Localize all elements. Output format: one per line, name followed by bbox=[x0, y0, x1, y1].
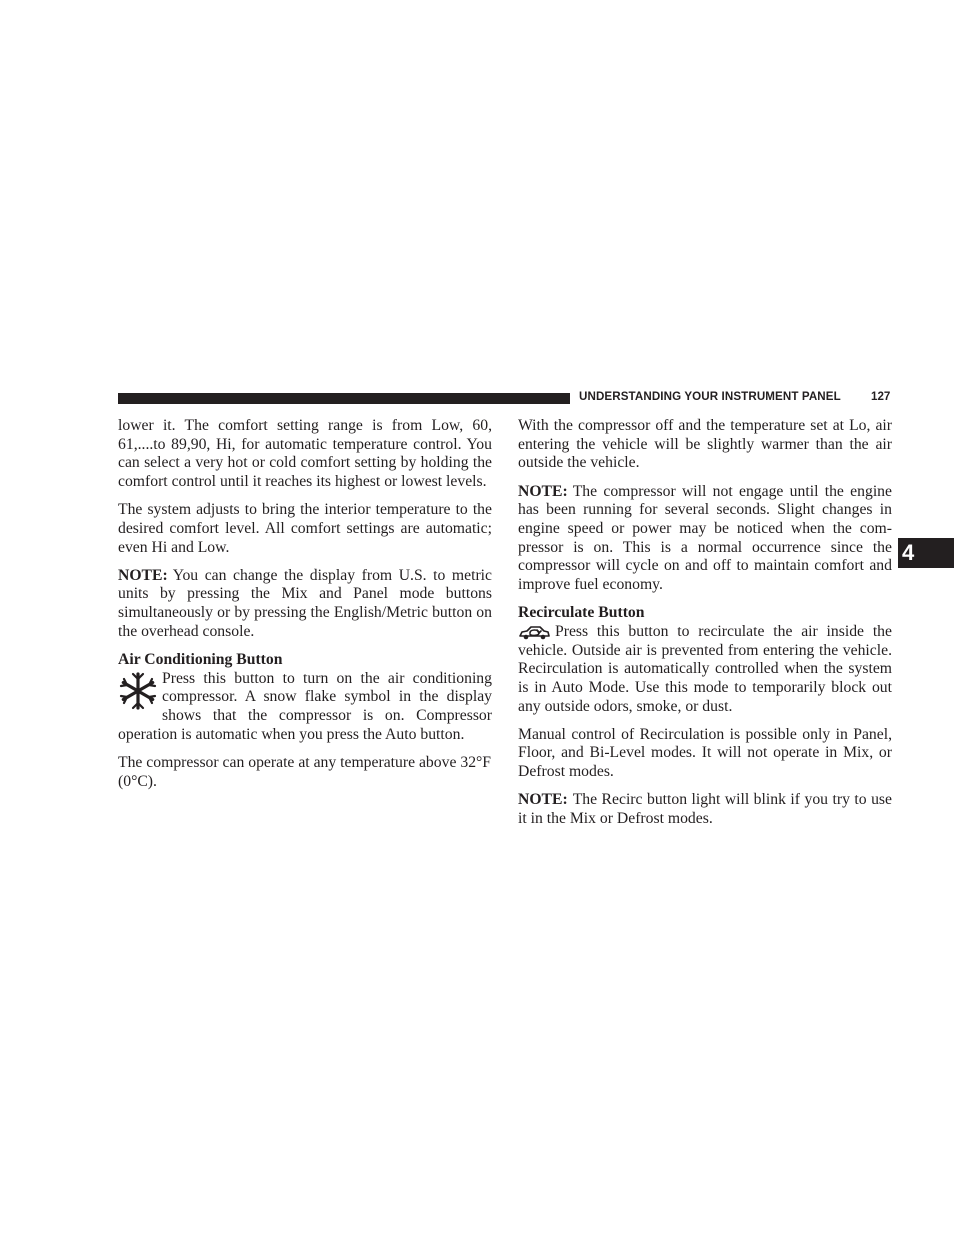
recirculate-car-icon bbox=[518, 624, 551, 641]
paragraph-manual-recirculation: Manual control of Recirculation is possible only in Panel, Floor, and Bi-Level modes. It will not operate in Mix, or Defrost modes. bbox=[518, 725, 892, 781]
paragraph-system-adjusts: The system adjusts to bring the interior temperature to the desired comfort level. All comfort settings are automatic; even Hi and Low. bbox=[118, 501, 492, 556]
note-label: NOTE: bbox=[518, 482, 568, 500]
note-text: The Recirc button light will blink if you try to use it in the Mix or Defrost modes. bbox=[518, 791, 892, 827]
header-rule bbox=[118, 393, 570, 404]
note-label: NOTE: bbox=[518, 791, 568, 809]
right-column bbox=[518, 417, 892, 838]
heading-air-conditioning: Air Conditioning Button bbox=[118, 650, 283, 668]
air-conditioning-text: Press this button to turn on the air conditioning compressor. A snow flake symbol in the display shows that the compressor is on. Compressor operation is automatic when you press the Auto button. bbox=[118, 669, 492, 743]
note-label: NOTE: bbox=[118, 566, 168, 584]
note-text: You can change the display from U.S. to metric units by pressing the Mix and Panel mode buttons simultaneously or by pressing the English/Metric button on the overhead console. bbox=[118, 566, 492, 640]
paragraph-compressor-temperature: The compressor can operate at any temperature above 32°F (0°C). bbox=[118, 753, 492, 790]
note-recirc-blink bbox=[518, 791, 892, 828]
snowflake-icon bbox=[118, 671, 158, 711]
note-text: The compressor will not engage until the engine has been running for several seconds. Slight changes in engine speed or power may be noticed when the compressor is on. This is a normal occurrence since the compressor will cycle on and off to maintain comfort and improve fuel economy. bbox=[518, 482, 892, 594]
paragraph-compressor-off: With the compressor off and the temperature set at Lo, air entering the vehicle will be slightly warmer than the air outside the vehicle. bbox=[518, 417, 892, 472]
paragraph-air-conditioning bbox=[118, 670, 492, 745]
chapter-tab: 4 bbox=[898, 538, 954, 568]
recirculate-text: Press this button to recirculate the air inside the vehicle. Outside air is prevented from entering the vehicle. Recirculation is automatically controlled when the system is in Auto Mode. Use this mode to temporarily block out any outside odors, smoke, or dust. bbox=[518, 622, 892, 715]
left-column bbox=[118, 417, 492, 801]
note-metric-units bbox=[118, 567, 492, 642]
paragraph-recirculate bbox=[518, 623, 892, 717]
page-number: 127 bbox=[871, 390, 891, 403]
note-compressor-engage bbox=[518, 483, 892, 595]
paragraph-comfort-range: lower it. The comfort setting range is from Low, 60, 61,....to 89,90, Hi, for automatic temperature control. You can select a very hot or cold comfort setting by holding the comfort control until it reaches its highest or lowest levels. bbox=[118, 417, 492, 491]
running-header-title: UNDERSTANDING YOUR INSTRUMENT PANEL bbox=[579, 390, 841, 403]
heading-recirculate: Recirculate Button bbox=[518, 604, 645, 622]
